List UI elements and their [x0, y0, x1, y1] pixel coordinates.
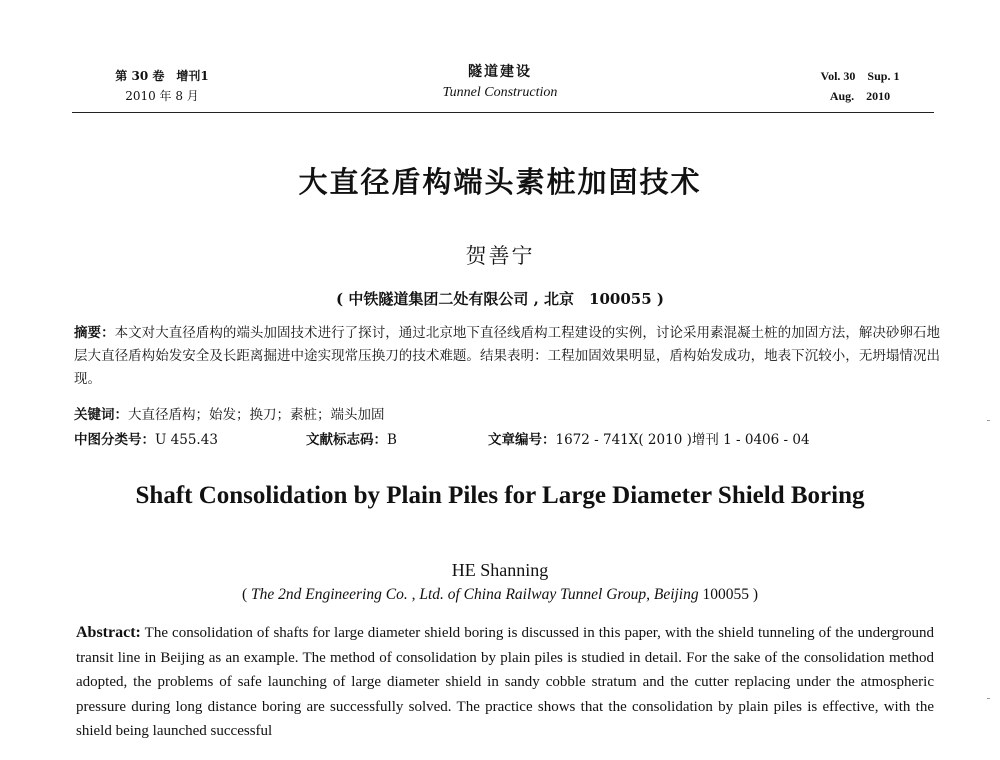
journal-name-en: Tunnel Construction — [442, 85, 558, 100]
title-cn: 大直径盾构端头素桩加固技术 — [298, 165, 702, 199]
article-number: 文章编号：1672 - 741X( 2010 )增刊 1 - 0406 - 04 — [488, 432, 810, 448]
abstract-cn — [74, 322, 940, 391]
title-en: Shaft Consolidation by Plain Piles for Large Diameter Shield Boring — [135, 482, 865, 509]
header-journal — [380, 62, 620, 104]
clc-number: 中图分类号：U 455.43 — [74, 432, 218, 448]
keywords-cn — [74, 405, 940, 425]
header-volume: 第 30 卷 增刊1 — [115, 69, 209, 83]
abstract-en-label: Abstract: — [76, 624, 141, 641]
abstract-en-text: The consolidation of shafts for large diameter shield boring is discussed in this paper, with the shield tunneling of the underground transit line in Beijing as an example. The method of consolidation by plain piles is studied in detail. For the sake of the consolidation method adopted, the problems of safe launching of large diameter shield in sandy cobble stratum and the cutter replacing under the atmospheric pressure during long distance boring are successfully solved. The practice shows that the consolidation by plain piles is effective, with the shield being launched successful — [76, 625, 934, 739]
abstract-cn-label: 摘要： — [74, 325, 115, 341]
margin-mark — [987, 420, 990, 421]
journal-name-cn: 隧道建设 — [468, 64, 532, 80]
affiliation-cn: ( 中铁隧道集团二处有限公司 , 北京 100055 ) — [336, 290, 664, 308]
affiliation-en: ( The 2nd Engineering Co. , Ltd. of China Railway Tunnel Group, Beijing 100055 ) — [241, 586, 759, 603]
author-cn: 贺善宁 — [465, 244, 535, 268]
abstract-en — [76, 621, 934, 744]
header-volume-en — [790, 66, 930, 106]
header-rule — [72, 112, 934, 113]
keywords-cn-text: 大直径盾构；始发；换刀；素桩；端头加固 — [128, 407, 385, 423]
author-en: HE Shanning — [451, 560, 549, 580]
header-date: 2010 年 8 月 — [125, 89, 199, 103]
margin-mark — [987, 698, 990, 699]
document-code: 文献标志码：B — [306, 432, 397, 448]
header-volume-en-line1: Vol. 30 Sup. 1 — [820, 69, 900, 83]
header-volume-info — [82, 66, 242, 106]
header-volume-en-line2: Aug. 2010 — [829, 89, 891, 103]
abstract-cn-text: 本文对大直径盾构的端头加固技术进行了探讨，通过北京地下直径线盾构工程建设的实例，讨论采用素混凝土桩的加固方法，解决砂卵石地层大直径盾构始发安全及长距离掘进中途实现常压换刀的技术难题。结果表明：工程加固效果明显，盾构始发成功，地表下沉较小，无坍塌情况出现。 — [74, 325, 941, 387]
keywords-cn-label: 关键词： — [74, 407, 128, 423]
